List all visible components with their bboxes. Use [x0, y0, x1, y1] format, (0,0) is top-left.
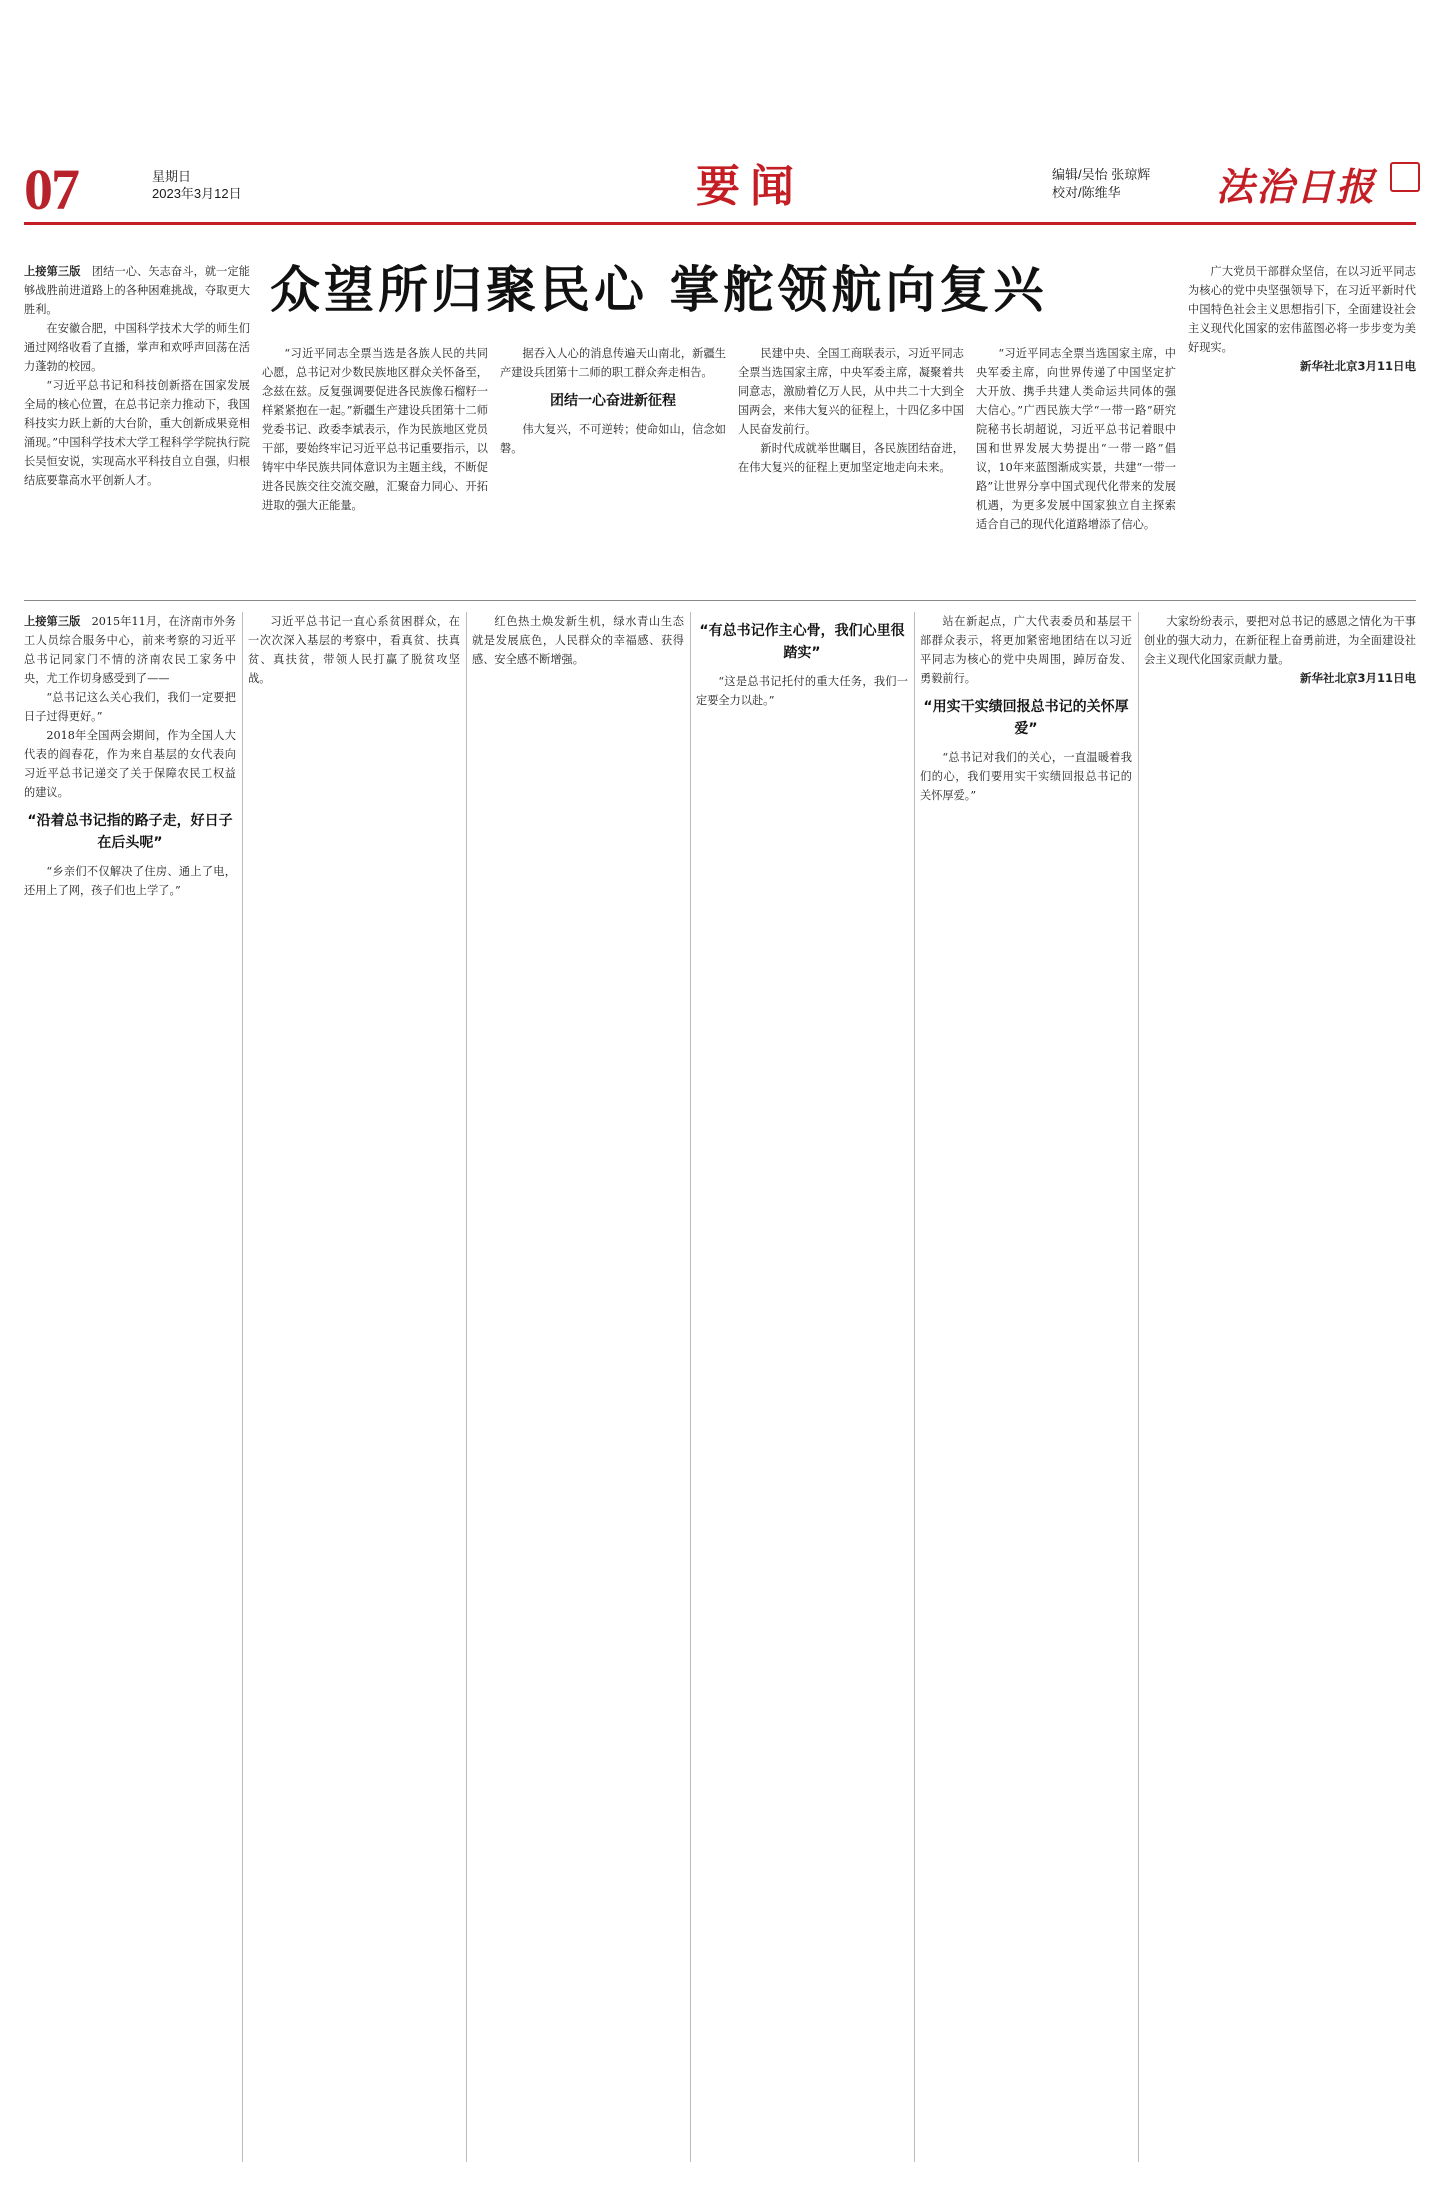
editors-block [1052, 166, 1150, 202]
weekday: 星期日 [152, 169, 192, 184]
proofreader: 校对/陈维华 [1052, 185, 1121, 200]
page-header [24, 150, 1416, 222]
top-sign: 新华社北京3月11日电 [1299, 359, 1416, 373]
bottom-para-10: “总书记对我们的关心，一直温暖着我们的心，我们要用实干实绩回报总书记的关怀厚爱。” [920, 751, 1132, 802]
headline: 众望所归聚民心 掌舵领航向复兴 [270, 260, 1048, 319]
bottom-para-5: 红色热土焕发新生机，绿水青山生态就是发展底色，人民群众的幸福感、获得感、安全感不断增强。 [472, 615, 684, 666]
bottom-para-3: “乡亲们不仅解决了住房、通上了电，还用上了网，孩子们也上学了。” [24, 865, 236, 897]
bottom-col-1 [24, 612, 236, 2162]
top-para-1: “习近平总书记和科技创新搭在国家发展全局的核心位置，在总书记亲力推动下，我国科技实力跃上新的大台阶，重大创新成果竞相涌现。”中国科学技术大学工程科学学院执行院长吴恒安说，实现高水平科技自立自强，归根结底要靠高水平创新人才。 [24, 379, 250, 487]
bottom-lead-label: 上接第三版 [24, 615, 81, 628]
bottom-para-4: 习近平总书记一直心系贫困群众，在一次次深入基层的考察中，看真贫、扶真贫、真扶贫，带领人民打赢了脱贫攻坚战。 [248, 615, 460, 685]
header-rule [24, 222, 1416, 225]
masthead-seal-icon [1390, 162, 1420, 192]
editors: 编辑/吴怡 张琼辉 [1052, 167, 1151, 182]
top-col-4 [738, 344, 964, 582]
page-number: 07 [24, 157, 78, 222]
bottom-lead-text: 2015年11月，在济南市外务工人员综合服务中心，前来考察的习近平总书记同家门不情的济南农民工家务中央，尤工作切身感受到了—— [24, 615, 236, 685]
top-para-8: “习近平同志全票当选国家主席，中央军委主席，向世界传递了中国坚定扩大开放、携手共建人类命运共同体的强大信心。”广西民族大学“一带一路”研究院秘书长胡超说，习近平总书记着眼中国和世界发展大势提出“一带一路”倡议，10年来蓝图渐成实景，共建“一带一路”让世界分享中国式现代化带来的发展机遇，为更多发展中国家独立自主探索适合自己的现代化道路增添了信心。 [976, 347, 1176, 531]
date-block [152, 168, 242, 202]
bottom-col-2 [248, 612, 460, 2162]
bottom-para-8: 站在新起点，广大代表委员和基层干部群众表示，将更加紧密地团结在以习近平同志为核心的党中央周围，踔厉奋发、勇毅前行。 [920, 615, 1132, 685]
column-rule [914, 612, 915, 2162]
bottom-para-0: “总书记这么关心我们，我们一定要把日子过得更好。” [24, 691, 236, 723]
bottom-col-5 [920, 612, 1132, 2162]
story-divider [24, 600, 1416, 601]
bottom-subhead-2: “有总书记作主心骨，我们心里很踏实” [699, 623, 905, 661]
top-lead-label: 上接第三版 [24, 265, 81, 278]
masthead-logo: 法治日报 [1215, 164, 1376, 209]
top-lead-text: 团结一心、矢志奋斗，就一定能够战胜前进道路上的各种困难挑战，夺取更大胜利。 [24, 265, 250, 316]
section-title: 要闻 [696, 161, 804, 212]
bottom-sign: 新华社北京3月11日电 [1299, 671, 1416, 685]
top-col-2 [262, 344, 488, 582]
bottom-subhead-3: “用实干实绩回报总书记的关怀厚爱” [923, 699, 1129, 737]
bottom-col-6 [1144, 612, 1416, 2162]
column-rule [466, 612, 467, 2162]
top-para-7: 新时代成就举世瞩目，各民族团结奋进，在伟大复兴的征程上更加坚定地走向未来。 [738, 442, 964, 474]
top-col-3 [500, 344, 726, 582]
top-para-5: 伟大复兴，不可逆转；使命如山，信念如磐。 [500, 423, 726, 455]
top-para-9: 广大党员干部群众坚信，在以习近平同志为核心的党中央坚强领导下，在习近平新时代中国特色社会主义思想指引下，全面建设社会主义现代化国家的宏伟蓝图必将一步步变为美好现实。 [1188, 265, 1416, 354]
top-para-2: 据吞入人心的消息传遍天山南北，新疆生产建设兵团第十二师的职工群众奔走相告。 [500, 347, 726, 379]
column-rule [242, 612, 243, 2162]
bottom-para-1: 2018年全国两会期间，作为全国人大代表的阎春花，作为来自基层的女代表向习近平总书记递交了关于保障农民工权益的建议。 [24, 729, 236, 799]
bottom-subhead-1: “沿着总书记指的路子走，好日子在后头呢” [27, 813, 233, 851]
top-col-5 [976, 344, 1176, 582]
top-para-0: 在安徽合肥，中国科学技术大学的师生们通过网络收看了直播，掌声和欢呼声回荡在活力蓬勃的校园。 [24, 322, 250, 373]
top-col-6 [1188, 262, 1416, 582]
top-para-3: “习近平同志全票当选是各族人民的共同心愿，总书记对少数民族地区群众关怀备至，念兹在兹。反复强调要促进各民族像石榴籽一样紧紧抱在一起。”新疆生产建设兵团第十二师党委书记、政委李斌表示，作为民族地区党员干部，要始终牢记习近平总书记重要指示，以铸牢中华民族共同体意识为主题主线，不断促进各民族交往交流交融，汇聚奋力同心、开拓进取的强大正能量。 [262, 347, 488, 512]
bottom-col-3 [472, 612, 684, 2162]
bottom-para-11: 大家纷纷表示，要把对总书记的感恩之情化为干事创业的强大动力，在新征程上奋勇前进，为全面建设社会主义现代化国家贡献力量。 [1144, 615, 1416, 666]
bottom-para-7: “这是总书记托付的重大任务，我们一定要全力以赴。” [696, 675, 908, 707]
column-rule [1138, 612, 1139, 2162]
top-para-6: 民建中央、全国工商联表示，习近平同志全票当选国家主席，中央军委主席，凝聚着共同意志，激励着亿万人民，从中共二十大到全国两会，来伟大复兴的征程上，十四亿多中国人民奋发前行。 [738, 347, 964, 436]
column-rule [690, 612, 691, 2162]
issue-date: 2023年3月12日 [152, 186, 242, 201]
bottom-col-4 [696, 612, 908, 2162]
top-col-1 [24, 262, 250, 582]
top-subhead: 团结一心奋进新征程 [550, 393, 676, 409]
